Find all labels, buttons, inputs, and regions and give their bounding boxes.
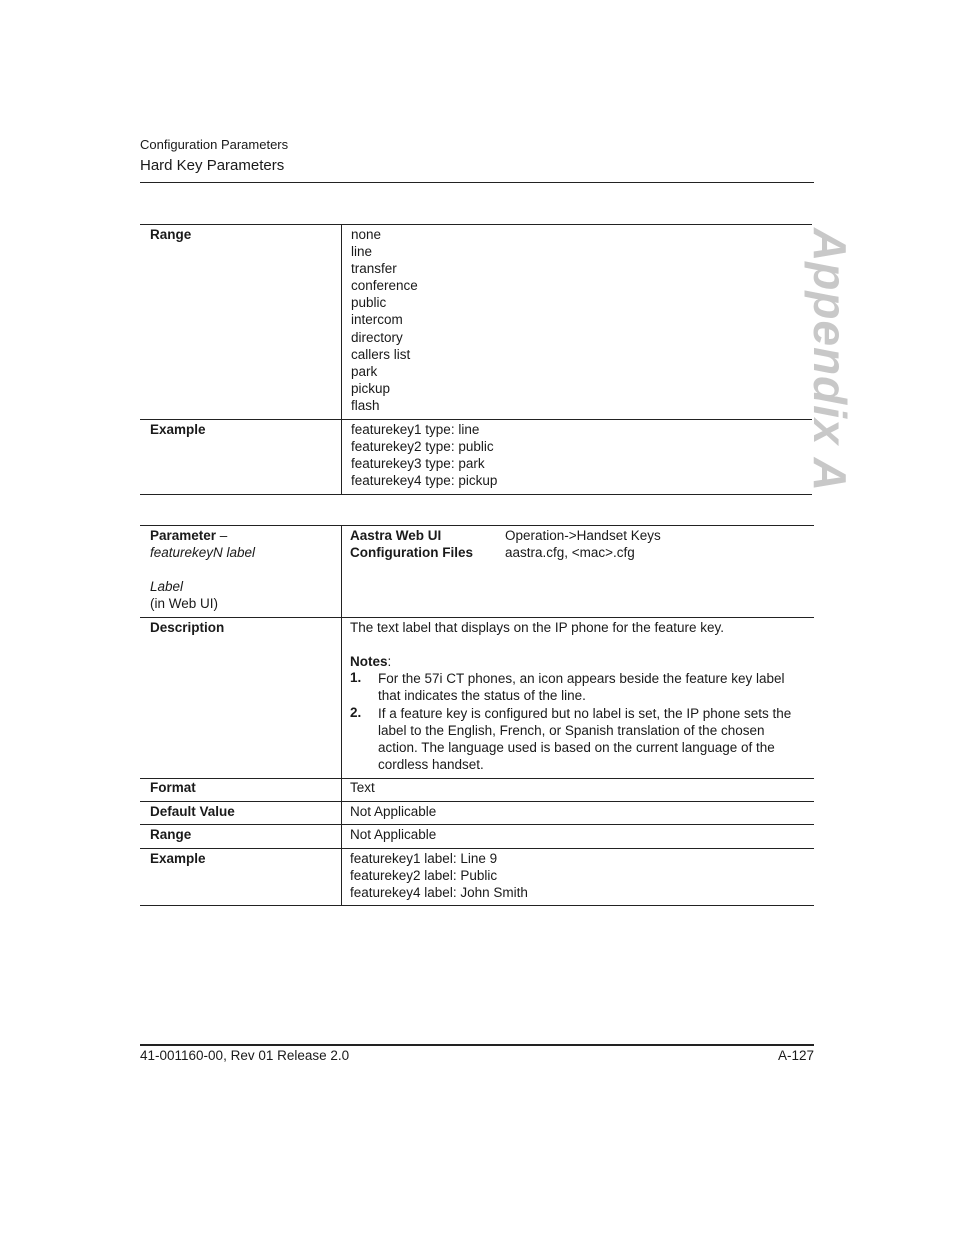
list-item: directory bbox=[351, 329, 403, 345]
range-label: Range bbox=[150, 827, 192, 842]
parameter-alias-note: (in Web UI) bbox=[150, 596, 219, 611]
example-values-list bbox=[351, 421, 497, 489]
parameter-dash: – bbox=[216, 528, 228, 543]
table-rule bbox=[140, 824, 814, 825]
list-item: featurekey2 type: public bbox=[351, 439, 494, 455]
footer-doc-id: 41-001160-00, Rev 01 Release 2.0 bbox=[140, 1048, 350, 1063]
table-rule bbox=[140, 801, 814, 802]
list-item: flash bbox=[351, 397, 380, 413]
header-rule bbox=[140, 182, 814, 183]
note-line: action. The language used is based on the current language of the bbox=[378, 740, 775, 755]
default-value-label: Default Value bbox=[150, 804, 235, 819]
example-values-list bbox=[350, 850, 528, 901]
column-divider bbox=[341, 224, 342, 494]
list-item: none bbox=[351, 227, 382, 242]
description-text: The text label that displays on the IP phone for the feature key. bbox=[350, 620, 724, 635]
list-item: featurekey2 label: Public bbox=[350, 868, 498, 884]
note-line: cordless handset. bbox=[378, 757, 484, 772]
list-item: featurekey3 type: park bbox=[351, 456, 485, 472]
webui-value: Operation->Handset Keys bbox=[505, 528, 661, 543]
appendix-side-tab bbox=[800, 228, 860, 492]
running-header-subsection: Hard Key Parameters bbox=[140, 157, 285, 174]
note-line: If a feature key is configured but no label is set, the IP phone sets the bbox=[378, 706, 792, 721]
list-item: featurekey4 label: John Smith bbox=[350, 885, 528, 901]
parameter-name: featurekeyN label bbox=[150, 545, 256, 560]
range-values-list bbox=[351, 226, 418, 414]
webui-label: Aastra Web UI bbox=[350, 528, 442, 543]
range-value: Not Applicable bbox=[350, 827, 437, 842]
format-value: Text bbox=[350, 780, 375, 795]
list-item: featurekey1 label: Line 9 bbox=[350, 851, 498, 866]
list-item: featurekey4 type: pickup bbox=[351, 473, 498, 489]
note-line: label to the English, French, or Spanish translation of the chosen bbox=[378, 723, 765, 738]
parameter-alias: Label bbox=[150, 579, 184, 594]
default-value: Not Applicable bbox=[350, 804, 437, 819]
table-rule bbox=[140, 905, 814, 906]
footer-rule bbox=[140, 1044, 814, 1046]
list-item: pickup bbox=[351, 380, 391, 396]
note-number: 1. bbox=[350, 670, 362, 685]
notes-colon: : bbox=[387, 654, 392, 669]
list-item: featurekey1 type: line bbox=[351, 422, 480, 437]
list-item: intercom bbox=[351, 312, 403, 328]
notes-heading bbox=[350, 653, 391, 670]
note-text bbox=[378, 705, 808, 773]
list-item: transfer bbox=[351, 261, 397, 277]
config-files-label: Configuration Files bbox=[350, 545, 473, 560]
list-item: park bbox=[351, 363, 378, 379]
appendix-side-tab-label: Appendix A bbox=[804, 228, 857, 492]
note-text bbox=[378, 670, 808, 704]
table-rule bbox=[140, 778, 814, 779]
list-item: callers list bbox=[351, 346, 411, 362]
note-line: For the 57i CT phones, an icon appears beside the feature key label bbox=[378, 671, 785, 686]
footer-page-number: A-127 bbox=[777, 1048, 814, 1063]
notes-label: Notes bbox=[350, 654, 388, 669]
format-label: Format bbox=[150, 780, 196, 795]
list-item: public bbox=[351, 295, 387, 311]
range-label: Range bbox=[150, 227, 192, 242]
list-item: line bbox=[351, 244, 373, 260]
table-rule bbox=[140, 494, 812, 495]
table-rule bbox=[140, 419, 812, 420]
note-line: that indicates the status of the line. bbox=[378, 688, 586, 703]
description-label: Description bbox=[150, 620, 225, 635]
config-files-value: aastra.cfg, <mac>.cfg bbox=[505, 545, 635, 560]
running-header-section: Configuration Parameters bbox=[140, 137, 289, 152]
note-number: 2. bbox=[350, 705, 362, 720]
parameter-cell bbox=[150, 527, 255, 612]
table-rule bbox=[140, 224, 812, 225]
table-rule bbox=[140, 617, 814, 618]
example-label: Example bbox=[150, 422, 206, 437]
table-rule bbox=[140, 525, 814, 526]
table-rule bbox=[140, 848, 814, 849]
parameter-label: Parameter bbox=[150, 528, 217, 543]
list-item: conference bbox=[351, 278, 418, 294]
example-label: Example bbox=[150, 851, 206, 866]
